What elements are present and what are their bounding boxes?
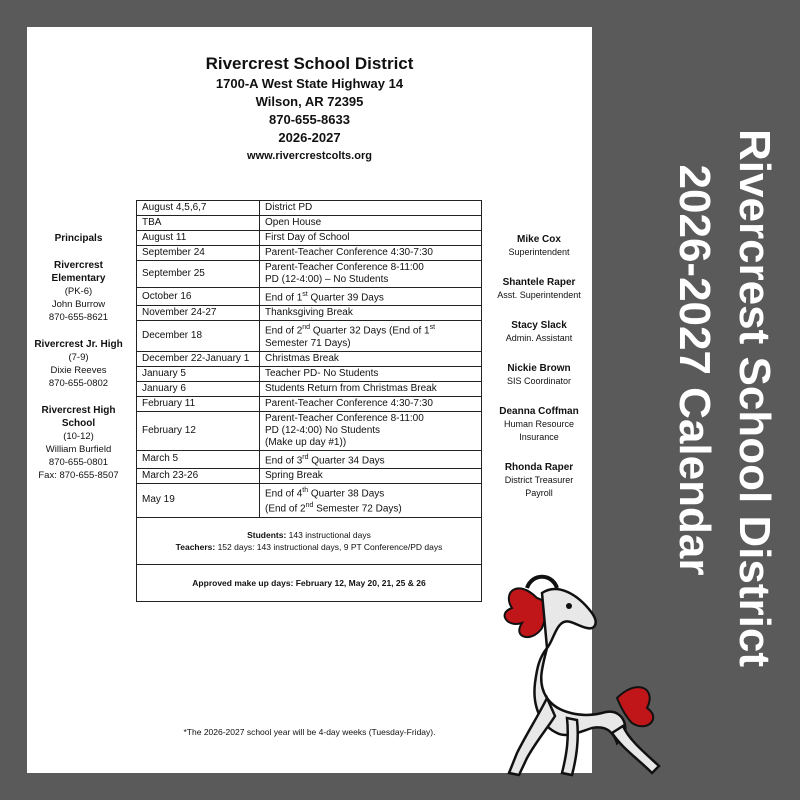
event-date: January 6 bbox=[137, 381, 260, 396]
school-name: Rivercrest High bbox=[41, 405, 116, 416]
table-row bbox=[137, 396, 482, 411]
staff-role: Asst. Superintendent bbox=[497, 290, 581, 300]
principal-name: William Burfield bbox=[45, 444, 112, 455]
table-row bbox=[137, 246, 482, 261]
event-text: Parent-Teacher Conference 4:30-7:30 bbox=[260, 246, 482, 261]
principal-name: Dixie Reeves bbox=[50, 365, 107, 376]
event-text: Parent-Teacher Conference 8-11:00 PD (12-4:00) No Students (Make up day #1)) bbox=[260, 411, 482, 450]
district-header bbox=[27, 53, 592, 165]
school-year: 2026-2027 bbox=[278, 130, 341, 145]
event-date: TBA bbox=[137, 216, 260, 231]
staff-name: Deanna Coffman bbox=[499, 406, 579, 417]
table-row bbox=[137, 216, 482, 231]
table-row bbox=[137, 231, 482, 246]
event-date: December 18 bbox=[137, 321, 260, 351]
table-row bbox=[137, 381, 482, 396]
staff-role: Payroll bbox=[525, 488, 553, 498]
event-date: September 24 bbox=[137, 246, 260, 261]
school-phone: 870-655-0802 bbox=[48, 378, 109, 389]
staff-role: SIS Coordinator bbox=[506, 376, 572, 386]
staff-list bbox=[485, 233, 593, 500]
makeup-days: Approved make up days: February 12, May 20, 21, 25 & 26 bbox=[137, 564, 482, 601]
district-city: Wilson, AR 72395 bbox=[255, 94, 364, 109]
table-row bbox=[137, 366, 482, 381]
school-name: School bbox=[61, 418, 96, 429]
table-row bbox=[137, 288, 482, 306]
school-fax: Fax: 870-655-8507 bbox=[38, 470, 119, 481]
side-title bbox=[604, 0, 794, 800]
school-grades: (PK-6) bbox=[64, 286, 93, 297]
district-address: 1700-A West State Highway 14 bbox=[215, 76, 404, 91]
event-date: October 16 bbox=[137, 288, 260, 306]
event-text: Parent-Teacher Conference 8-11:00 PD (12-4:00) – No Students bbox=[260, 261, 482, 288]
table-row bbox=[137, 564, 482, 601]
staff-name: Rhonda Raper bbox=[504, 462, 574, 473]
table-row bbox=[137, 321, 482, 351]
table-row bbox=[137, 468, 482, 483]
calendar-table bbox=[136, 200, 482, 602]
event-text: District PD bbox=[260, 201, 482, 216]
table-row bbox=[137, 483, 482, 517]
district-website: www.rivercrestcolts.org bbox=[247, 150, 372, 162]
staff-role: District Treasurer bbox=[504, 475, 574, 485]
event-text: End of 1st Quarter 39 Days bbox=[260, 288, 482, 306]
table-row bbox=[137, 450, 482, 468]
side-title-district: Rivercrest School District bbox=[730, 129, 779, 667]
side-title-calendar: 2026-2027 Calendar bbox=[670, 164, 719, 576]
school-name: Rivercrest Jr. High bbox=[34, 339, 123, 350]
principals-heading: Principals bbox=[54, 233, 103, 244]
event-text: End of 2nd Quarter 32 Days (End of 1st Semester 71 Days) bbox=[260, 321, 482, 351]
table-row bbox=[137, 306, 482, 321]
event-text: Parent-Teacher Conference 4:30-7:30 bbox=[260, 396, 482, 411]
event-text: Teacher PD- No Students bbox=[260, 366, 482, 381]
event-date: August 11 bbox=[137, 231, 260, 246]
school-phone: 870-655-8621 bbox=[48, 312, 109, 323]
event-text: End of 4th Quarter 38 Days (End of 2nd Semester 72 Days) bbox=[260, 483, 482, 517]
days-summary: Students: 143 instructional days Teachers: 152 days: 143 instructional days, 9 PT Conference/PD days bbox=[137, 517, 482, 564]
event-date: November 24-27 bbox=[137, 306, 260, 321]
event-text: Thanksgiving Break bbox=[260, 306, 482, 321]
staff-role: Superintendent bbox=[508, 247, 570, 257]
staff-name: Mike Cox bbox=[517, 234, 561, 245]
event-text: Students Return from Christmas Break bbox=[260, 381, 482, 396]
principal-name: John Burrow bbox=[51, 299, 106, 310]
staff-role: Human Resource bbox=[503, 419, 575, 429]
event-text: Spring Break bbox=[260, 468, 482, 483]
event-date: September 25 bbox=[137, 261, 260, 288]
staff-name: Stacy Slack bbox=[511, 320, 567, 331]
staff-name: Nickie Brown bbox=[507, 363, 571, 374]
staff-role: Admin. Assistant bbox=[505, 333, 573, 343]
staff-name: Shantele Raper bbox=[502, 277, 576, 288]
event-date: August 4,5,6,7 bbox=[137, 201, 260, 216]
principals-list bbox=[27, 232, 130, 482]
event-date: March 23-26 bbox=[137, 468, 260, 483]
table-row bbox=[137, 201, 482, 216]
school-grades: (7-9) bbox=[68, 352, 89, 363]
event-date: February 12 bbox=[137, 411, 260, 450]
event-text: Christmas Break bbox=[260, 351, 482, 366]
event-date: February 11 bbox=[137, 396, 260, 411]
district-phone: 870-655-8633 bbox=[269, 112, 350, 127]
table-row bbox=[137, 261, 482, 288]
school-name: Rivercrest bbox=[54, 260, 103, 271]
event-date: March 5 bbox=[137, 450, 260, 468]
district-name: Rivercrest School District bbox=[205, 54, 414, 73]
staff-role: Insurance bbox=[519, 432, 559, 442]
event-date: January 5 bbox=[137, 366, 260, 381]
table-row bbox=[137, 517, 482, 564]
event-date: May 19 bbox=[137, 483, 260, 517]
school-name: Elementary bbox=[51, 273, 106, 284]
footnote: *The 2026-2027 school year will be 4-day weeks (Tuesday-Friday). bbox=[183, 727, 436, 737]
event-text: Open House bbox=[260, 216, 482, 231]
event-text: End of 3rd Quarter 34 Days bbox=[260, 450, 482, 468]
school-grades: (10-12) bbox=[63, 431, 94, 442]
school-phone: 870-655-0801 bbox=[48, 457, 109, 468]
event-date: December 22-January 1 bbox=[137, 351, 260, 366]
table-row bbox=[137, 351, 482, 366]
table-row bbox=[137, 411, 482, 450]
event-text: First Day of School bbox=[260, 231, 482, 246]
